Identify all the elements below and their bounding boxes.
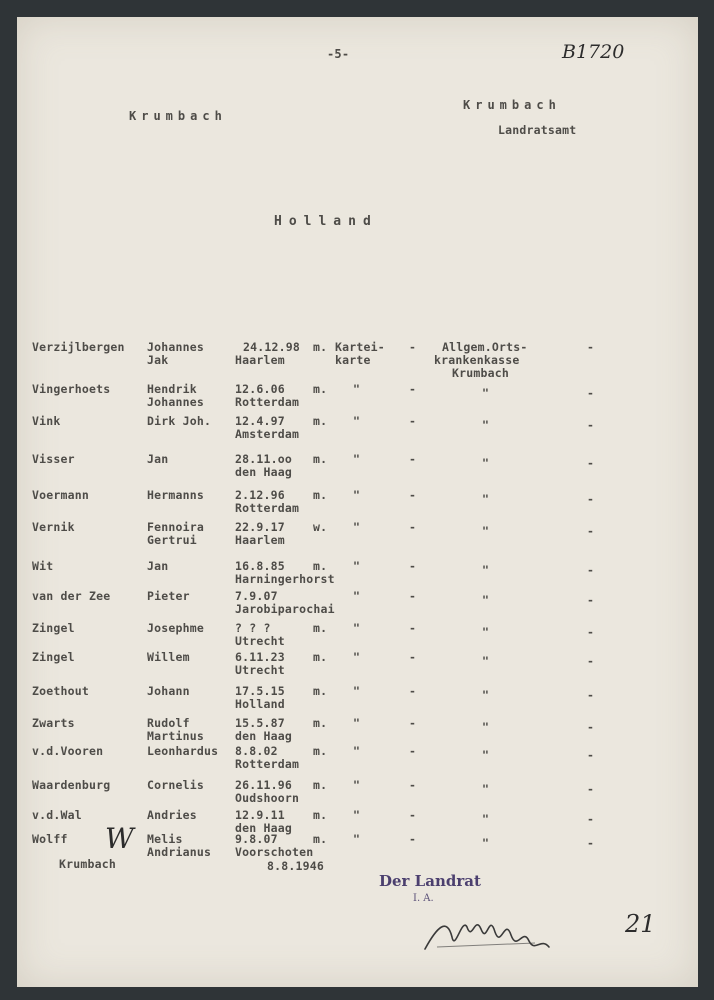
- registry-cell-2: karte: [335, 353, 371, 367]
- given-name-cell: Hendrik: [147, 382, 197, 396]
- sex-cell: m.: [313, 744, 328, 758]
- birth-date-cell: ? ? ?: [235, 621, 271, 635]
- birth-date-cell: 16.8.85: [235, 559, 285, 573]
- sex-cell: m.: [313, 778, 328, 792]
- surname-cell: Zwarts: [32, 716, 75, 730]
- surname-cell: Zoethout: [32, 684, 89, 698]
- given-name-cell: Rudolf: [147, 716, 190, 730]
- given-name-cell: Johann: [147, 684, 190, 698]
- given-name-cell: Melis: [147, 832, 183, 846]
- birth-place-cell: Rotterdam: [235, 757, 300, 771]
- insurance-cell-3: Krumbach: [452, 366, 509, 380]
- given-name-cell: Andries: [147, 808, 197, 822]
- sex-cell: m.: [313, 684, 328, 698]
- birth-date-cell: 2.12.96: [235, 488, 285, 502]
- header-left-place: Krumbach: [129, 109, 227, 123]
- sex-cell: m.: [313, 452, 328, 466]
- registry-cell: ": [353, 488, 361, 502]
- surname-cell: Zingel: [32, 621, 75, 635]
- birth-date-cell: 6.11.23: [235, 650, 285, 664]
- insurance-cell: ": [482, 418, 490, 432]
- given-name-2-cell: Jak: [147, 353, 169, 367]
- birth-place-cell: Holland: [235, 697, 285, 711]
- surname-cell: Vingerhoets: [32, 382, 111, 396]
- insurance-cell: ": [482, 782, 490, 796]
- given-name-2-cell: Martinus: [147, 729, 204, 743]
- dash-cell: -: [409, 744, 417, 758]
- given-name-cell: Jan: [147, 452, 169, 466]
- header-right-place: Krumbach: [463, 98, 561, 112]
- dash-cell-right: -: [587, 688, 595, 702]
- surname-cell: Waardenburg: [32, 778, 111, 792]
- birth-place-cell: Jarobiparochai: [235, 602, 335, 616]
- birth-place-cell: Oudshoorn: [235, 791, 300, 805]
- footer-place: Krumbach: [59, 857, 116, 871]
- given-name-2-cell: Gertrui: [147, 533, 197, 547]
- dash-cell: -: [409, 621, 417, 635]
- given-name-cell: Jan: [147, 559, 169, 573]
- dash-cell: -: [409, 382, 417, 396]
- birth-date-cell: 17.5.15: [235, 684, 285, 698]
- page-title: Holland: [274, 214, 378, 229]
- sex-cell: m.: [313, 414, 328, 428]
- dash-cell: -: [409, 559, 417, 573]
- birth-date-cell: 12.4.97: [235, 414, 285, 428]
- birth-place-cell: Haarlem: [235, 533, 285, 547]
- birth-place-cell: Rotterdam: [235, 501, 300, 515]
- dash-cell: -: [409, 684, 417, 698]
- birth-date-cell: 12.9.11: [235, 808, 285, 822]
- insurance-cell: ": [482, 386, 490, 400]
- birth-date-cell: 8.8.02: [235, 744, 278, 758]
- footer-date: 8.8.1946: [267, 859, 324, 873]
- surname-cell: Vink: [32, 414, 61, 428]
- birth-place-cell: den Haag: [235, 821, 292, 835]
- birth-date-cell: 22.9.17: [235, 520, 285, 534]
- dash-cell-right: -: [587, 563, 595, 577]
- birth-place-cell: den Haag: [235, 729, 292, 743]
- birth-place-cell: Haarlem: [235, 353, 285, 367]
- surname-cell: van der Zee: [32, 589, 111, 603]
- dash-cell-right: -: [587, 812, 595, 826]
- insurance-cell: ": [482, 654, 490, 668]
- given-name-cell: Josephme: [147, 621, 204, 635]
- dash-cell-right: -: [587, 782, 595, 796]
- birth-date-cell: 28.11.oo: [235, 452, 292, 466]
- dash-cell-right: -: [587, 386, 595, 400]
- dash-cell: -: [409, 340, 417, 354]
- header-office: Landratsamt: [498, 123, 577, 137]
- surname-cell: Zingel: [32, 650, 75, 664]
- dash-cell: -: [409, 414, 417, 428]
- handwritten-mark: W: [105, 822, 134, 855]
- surname-cell: Visser: [32, 452, 75, 466]
- dash-cell: -: [409, 520, 417, 534]
- birth-date-cell: 9.8.07: [235, 832, 278, 846]
- given-name-cell: Johannes: [147, 340, 204, 354]
- surname-cell: Voermann: [32, 488, 89, 502]
- insurance-cell: Allgem.Orts-: [442, 340, 528, 354]
- surname-cell: Wit: [32, 559, 54, 573]
- birth-place-cell: Utrecht: [235, 663, 285, 677]
- registry-cell: ": [353, 414, 361, 428]
- dash-cell-right: -: [587, 492, 595, 506]
- given-name-cell: Pieter: [147, 589, 190, 603]
- insurance-cell: ": [482, 524, 490, 538]
- insurance-cell: ": [482, 625, 490, 639]
- dash-cell-right: -: [587, 593, 595, 607]
- dash-cell-right: -: [587, 836, 595, 850]
- surname-cell: Vernik: [32, 520, 75, 534]
- birth-place-cell: Amsterdam: [235, 427, 300, 441]
- registry-cell: ": [353, 684, 361, 698]
- dash-cell: -: [409, 589, 417, 603]
- registry-cell: ": [353, 744, 361, 758]
- given-name-cell: Cornelis: [147, 778, 204, 792]
- dash-cell-right: -: [587, 340, 595, 354]
- birth-place-cell: Voorschoten: [235, 845, 314, 859]
- registry-cell: ": [353, 716, 361, 730]
- registry-cell: ": [353, 589, 361, 603]
- surname-cell: v.d.Vooren: [32, 744, 104, 758]
- registry-cell: ": [353, 382, 361, 396]
- registry-cell: ": [353, 650, 361, 664]
- insurance-cell: ": [482, 720, 490, 734]
- registry-cell: ": [353, 832, 361, 846]
- insurance-cell: ": [482, 812, 490, 826]
- surname-cell: v.d.Wal: [32, 808, 82, 822]
- sex-cell: m.: [313, 559, 328, 573]
- birth-place-cell: den Haag: [235, 465, 292, 479]
- folio-number: 21: [625, 910, 656, 938]
- dash-cell-right: -: [587, 418, 595, 432]
- registry-cell: ": [353, 778, 361, 792]
- given-name-cell: Leonhardus: [147, 744, 219, 758]
- registry-cell: ": [353, 559, 361, 573]
- archive-note: B1720: [562, 41, 625, 63]
- registry-cell: ": [353, 621, 361, 635]
- dash-cell: -: [409, 778, 417, 792]
- document-page: [17, 17, 698, 987]
- sex-cell: m.: [313, 621, 328, 635]
- sex-cell: w.: [313, 520, 328, 534]
- sex-cell: m.: [313, 340, 328, 354]
- registry-cell: ": [353, 452, 361, 466]
- registry-cell: ": [353, 808, 361, 822]
- dash-cell: -: [409, 808, 417, 822]
- birth-date-cell: 26.11.96: [235, 778, 292, 792]
- insurance-cell-2: krankenkasse: [434, 353, 520, 367]
- birth-date-cell: 7.9.07: [235, 589, 278, 603]
- stamp-title: Der Landrat: [379, 872, 481, 890]
- dash-cell: -: [409, 832, 417, 846]
- birth-date-cell: 12.6.06: [235, 382, 285, 396]
- dash-cell: -: [409, 488, 417, 502]
- dash-cell-right: -: [587, 456, 595, 470]
- registry-cell: Kartei-: [335, 340, 385, 354]
- birth-place-cell: Utrecht: [235, 634, 285, 648]
- sex-cell: m.: [313, 716, 328, 730]
- given-name-2-cell: Johannes: [147, 395, 204, 409]
- given-name-cell: Dirk Joh.: [147, 414, 212, 428]
- dash-cell: -: [409, 452, 417, 466]
- signature: [417, 897, 557, 967]
- given-name-cell: Fennoira: [147, 520, 204, 534]
- given-name-2-cell: Andrianus: [147, 845, 212, 859]
- stamp-subtitle: I. A.: [413, 893, 434, 904]
- insurance-cell: ": [482, 593, 490, 607]
- birth-date-cell: 24.12.98: [243, 340, 300, 354]
- birth-place-cell: Rotterdam: [235, 395, 300, 409]
- birth-place-cell: Harningerhorst: [235, 572, 335, 586]
- sex-cell: m.: [313, 488, 328, 502]
- dash-cell: -: [409, 650, 417, 664]
- dash-cell-right: -: [587, 524, 595, 538]
- birth-date-cell: 15.5.87: [235, 716, 285, 730]
- sex-cell: m.: [313, 808, 328, 822]
- insurance-cell: ": [482, 836, 490, 850]
- sex-cell: m.: [313, 650, 328, 664]
- insurance-cell: ": [482, 563, 490, 577]
- dash-cell: -: [409, 716, 417, 730]
- given-name-cell: Hermanns: [147, 488, 204, 502]
- page-number: -5-: [327, 47, 350, 61]
- dash-cell-right: -: [587, 625, 595, 639]
- insurance-cell: ": [482, 492, 490, 506]
- registry-cell: ": [353, 520, 361, 534]
- insurance-cell: ": [482, 688, 490, 702]
- insurance-cell: ": [482, 748, 490, 762]
- dash-cell-right: -: [587, 720, 595, 734]
- given-name-cell: Willem: [147, 650, 190, 664]
- surname-cell: Verzijlbergen: [32, 340, 125, 354]
- dash-cell-right: -: [587, 748, 595, 762]
- insurance-cell: ": [482, 456, 490, 470]
- sex-cell: m.: [313, 382, 328, 396]
- sex-cell: m.: [313, 832, 328, 846]
- dash-cell-right: -: [587, 654, 595, 668]
- surname-cell: Wolff: [32, 832, 68, 846]
